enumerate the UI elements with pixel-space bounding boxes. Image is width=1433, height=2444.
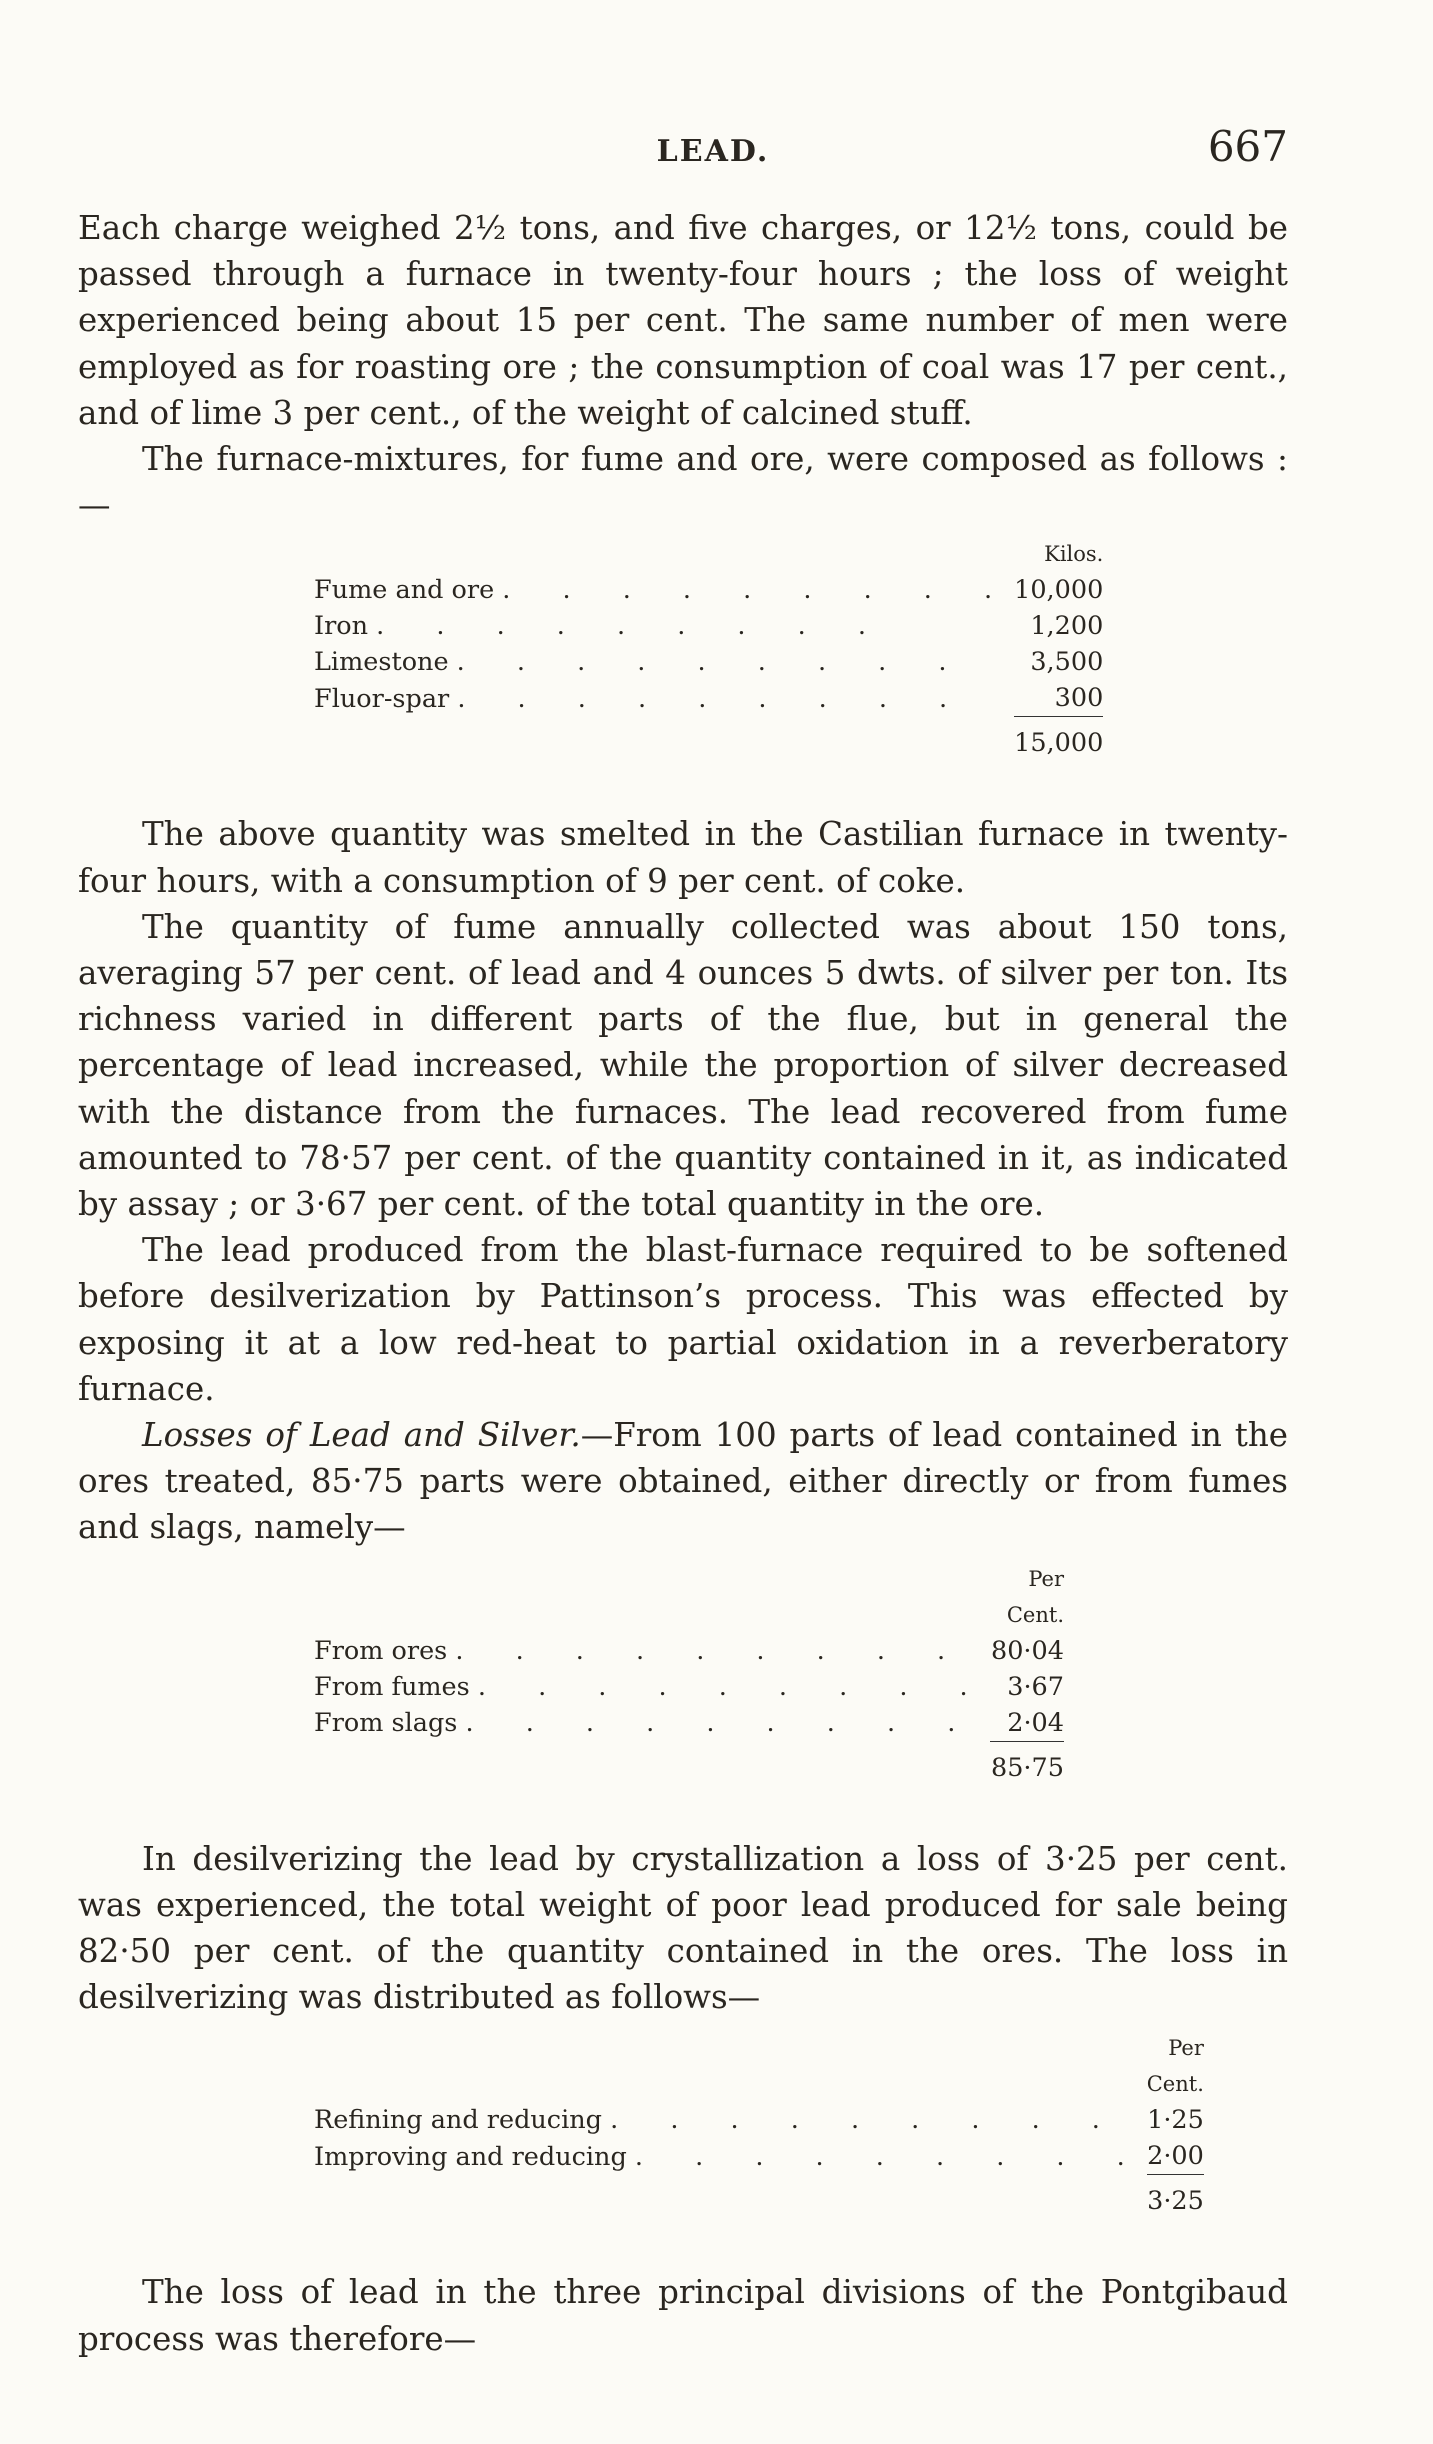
table-row: Improving and reducing . . . . . . . . . 2·00 (314, 2141, 1204, 2172)
table-row: Fume and ore . . . . . . . . . 10,000 (314, 575, 1104, 606)
paragraph: In desilverizing the lead by crystallization a loss of 3·25 per cent. was experienced, the total weight of poor lead produced for sale being 82·50 per cent. of the quantity contained in the ores. The loss in desilverizing was distributed as follows— (78, 1839, 1288, 2017)
unit-label: Per Cent. (1006, 1566, 1064, 1627)
table-row: From ores . . . . . . . . . 80·04 (314, 1635, 1064, 1666)
paragraph: The loss of lead in the three principal divisions of the Pontgibaud process was therefore— (78, 2273, 1288, 2358)
unit-label: Kilos. (1044, 542, 1104, 567)
desilverizing-loss-table (314, 2030, 1204, 2227)
table-row: Limestone . . . . . . . . . 3,500 (314, 647, 1104, 678)
paragraph: Losses of Lead and Silver.—From 100 parts of lead contained in the ores treated, 85·75 parts were obtained, either directly or from fumes and slags, namely— (78, 1416, 1289, 1547)
page-body (78, 205, 1288, 2362)
table-total-row: 3·25 (314, 2175, 1204, 2228)
paragraph: The lead produced from the blast-furnace required to be softened before desilverization by Pattinson’s process. This was effected by exposing it at a low red-heat to partial oxidation in a reverberatory furnace. (78, 1231, 1288, 1408)
table-row: Iron . . . . . . . . . 1,200 (314, 611, 1104, 642)
unit-label: Per Cent. (1146, 2036, 1204, 2097)
table-total-row: 85·75 (314, 1741, 1064, 1794)
table-row: From fumes . . . . . . . . . 3·67 (314, 1671, 1064, 1702)
paragraph: Each charge weighed 2½ tons, and five charges, or 12½ tons, could be passed through a furnace in twenty-four hours ; the loss of weight experienced being about 15 per cent. The same number of men were employed as for roasting ore ; the consumption of coal was 17 per cent., and of lime 3 per cent., of the weight of calcined stuff. (78, 209, 1288, 432)
paragraph: The above quantity was smelted in the Castilian furnace in twenty-four hours, with a consumption of 9 per cent. of coke. (78, 815, 1288, 900)
lead-recovery-table (314, 1561, 1064, 1794)
table-total-row: 15,000 (314, 717, 1103, 770)
section-heading: Losses of Lead and Silver. (142, 1416, 581, 1455)
paragraph: The quantity of fume annually collected was about 150 tons, averaging 57 per cent. of lead and 4 ounces 5 dwts. of silver per ton. Its richness varied in different parts of the flue, but in general the percentage of lead increased, while the proportion of silver decreased with the distance from the furnaces. The lead recovered from fume amounted to 78·57 per cent. of the quantity contained in it, as indicated by assay ; or 3·67 per cent. of the total quantity in the ore. (78, 907, 1288, 1224)
table-row: From slags . . . . . . . . . 2·04 (314, 1707, 1064, 1738)
table-row: Refining and reducing . . . . . . . . . 1·25 (314, 2105, 1204, 2136)
table-row: Fluor-spar . . . . . . . . . 300 (314, 683, 1104, 714)
furnace-mixture-table (314, 536, 1103, 769)
running-title: LEAD. (656, 134, 770, 169)
page-number: 667 (1207, 122, 1288, 171)
page-header (78, 118, 1288, 178)
paragraph: The furnace-mixtures, for fume and ore, were composed as follows :— (78, 440, 1288, 525)
